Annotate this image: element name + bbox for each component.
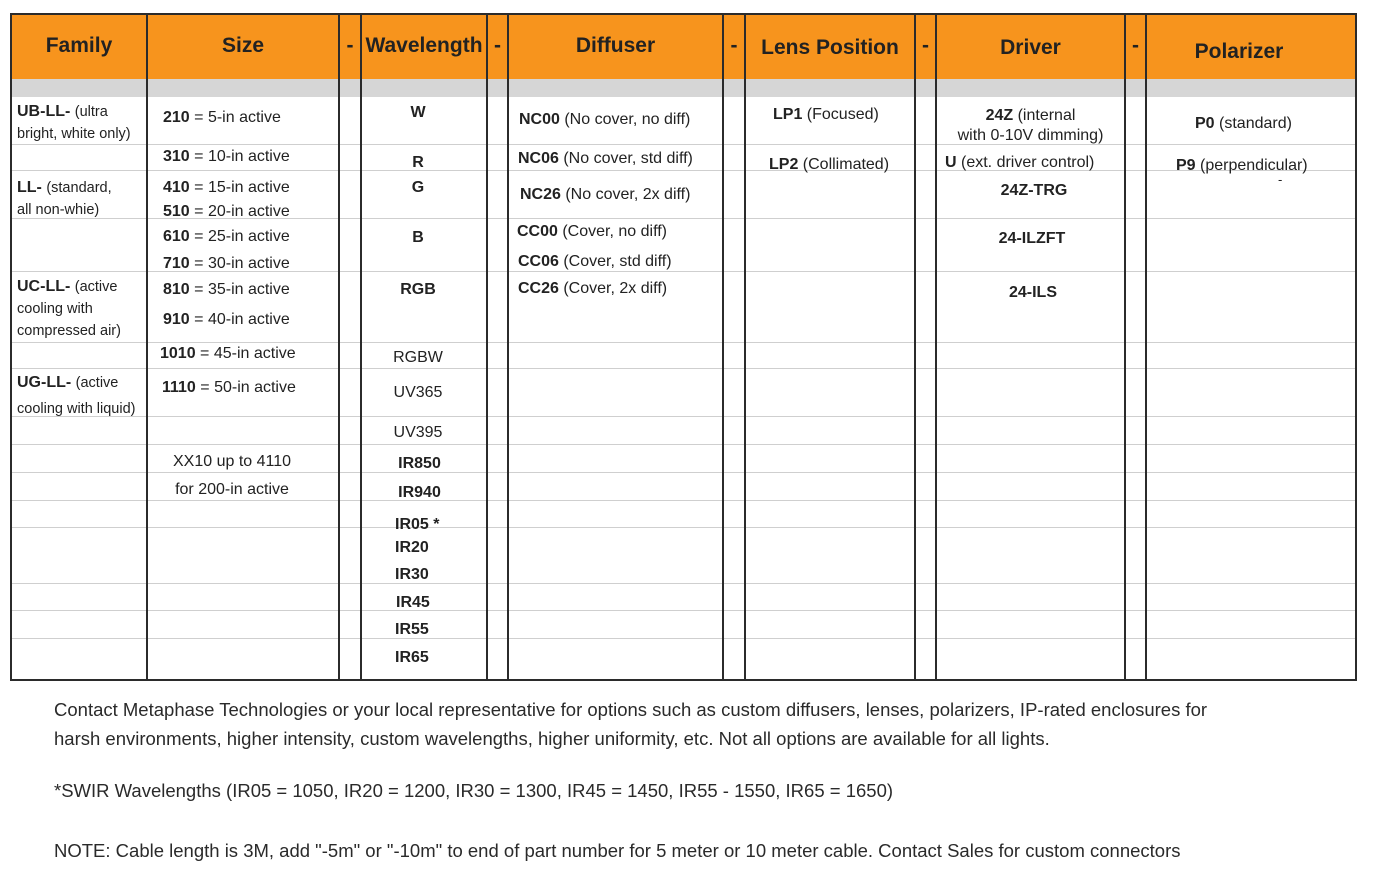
wavelength-item: R — [412, 154, 424, 171]
header-separator: - — [494, 34, 501, 57]
size-code: 610 — [163, 228, 190, 245]
family-desc: cooling with — [17, 301, 93, 317]
size-code: 1010 — [160, 345, 196, 362]
size-desc: = 50-in active — [195, 379, 296, 396]
polarizer-item — [1195, 115, 1292, 133]
family-desc: all non-whie) — [17, 202, 100, 218]
size-item — [162, 379, 296, 397]
header-size: Size — [221, 34, 265, 57]
polarizer-dash: - — [1278, 172, 1283, 187]
size-code: 310 — [163, 148, 190, 165]
lens-position-item — [769, 156, 889, 174]
lens-desc: (Focused) — [802, 106, 879, 123]
cable-note: NOTE: Cable length is 3M, add "-5m" or "-10m" to end of part number for 5 meter or 10 meter cable. Contact Sales for custom connectors — [54, 840, 1181, 861]
polarizer-desc: (standard) — [1214, 115, 1292, 132]
lens-desc: (Collimated) — [798, 156, 890, 173]
diffuser-item — [518, 150, 693, 168]
size-desc: = 10-in active — [189, 148, 290, 165]
driver-desc: (internal — [1013, 107, 1076, 124]
family-code: UB-LL- — [17, 103, 71, 120]
driver-item: 24-ILS — [1008, 284, 1057, 301]
diffuser-desc: (Cover, std diff) — [558, 253, 672, 270]
size-item — [163, 179, 290, 197]
size-item — [163, 148, 290, 166]
wavelength-item: IR55 — [395, 621, 429, 638]
family-desc: (ultra — [74, 104, 108, 120]
header-separator: - — [1132, 34, 1139, 57]
size-note — [148, 448, 316, 504]
size-desc: = 40-in active — [189, 311, 290, 328]
size-code: 810 — [163, 281, 190, 298]
wavelength-item: IR05 * — [395, 516, 440, 533]
polarizer-item — [1176, 157, 1308, 175]
driver-code: U — [945, 154, 957, 171]
driver-desc: with 0-10V dimming) — [957, 127, 1104, 144]
header-family: Family — [45, 34, 113, 57]
wavelength-item: UV365 — [393, 384, 443, 401]
wavelength-item: W — [410, 104, 426, 121]
wavelength-item: IR65 — [395, 649, 429, 666]
wavelength-item: RGB — [400, 281, 436, 298]
family-desc: cooling with liquid) — [17, 401, 136, 417]
wavelength-item: IR20 — [395, 539, 429, 556]
diffuser-desc: (No cover, no diff) — [559, 111, 691, 128]
driver-item — [937, 106, 1124, 146]
size-desc: = 5-in active — [189, 109, 281, 126]
size-code: 410 — [163, 179, 190, 196]
size-code: 510 — [163, 203, 190, 220]
family-code: LL- — [17, 179, 42, 196]
family-desc: bright, white only) — [17, 126, 131, 142]
diffuser-item — [519, 111, 690, 129]
driver-desc: (ext. driver control) — [956, 154, 1095, 171]
diffuser-desc: (Cover, no diff) — [557, 223, 667, 240]
header-diffuser: Diffuser — [575, 34, 656, 57]
header-polarizer: Polarizer — [1194, 40, 1284, 63]
wavelength-item: IR45 — [396, 594, 430, 611]
diffuser-desc: (No cover, 2x diff) — [560, 186, 691, 203]
diffuser-desc: (No cover, std diff) — [558, 150, 693, 167]
size-note-line: XX10 up to 4110 — [172, 453, 292, 470]
driver-item: 24Z-TRG — [1000, 182, 1068, 199]
polarizer-desc: (perpendicular) — [1195, 157, 1308, 174]
polarizer-code: P9 — [1176, 157, 1196, 174]
driver-code: 24Z — [985, 107, 1014, 124]
size-code: 910 — [163, 311, 190, 328]
swir-note: *SWIR Wavelengths (IR05 = 1050, IR20 = 1200, IR30 = 1300, IR45 = 1450, IR55 - 1550, IR65 = 1650) — [54, 780, 894, 801]
contact-note — [54, 695, 1207, 753]
wavelength-item: B — [412, 229, 424, 246]
diffuser-item — [520, 186, 690, 204]
wavelength-item: IR30 — [395, 566, 429, 583]
lens-code: LP1 — [773, 106, 803, 123]
lens-position-item — [773, 106, 879, 124]
driver-item: 24-ILZFT — [998, 230, 1066, 247]
wavelength-item: IR940 — [398, 484, 441, 501]
wavelength-item: IR850 — [398, 455, 441, 472]
wavelength-item: UV395 — [393, 424, 443, 441]
wavelength-item: RGBW — [393, 349, 443, 366]
diffuser-code: NC00 — [519, 111, 560, 128]
contact-note-line: Contact Metaphase Technologies or your local representative for options such as custom diffusers, lenses, polarizers, IP-rated enclosures for — [54, 699, 1208, 720]
wavelength-item: G — [411, 179, 425, 196]
size-code: 710 — [163, 255, 190, 272]
family-item — [17, 276, 121, 342]
header-driver: Driver — [1000, 36, 1061, 59]
family-item — [17, 370, 135, 422]
size-item — [163, 255, 290, 273]
diffuser-desc: (Cover, 2x diff) — [558, 280, 668, 297]
header-wavelength: Wavelength — [365, 34, 483, 57]
size-item — [163, 109, 281, 127]
size-item — [163, 203, 290, 221]
family-item — [17, 101, 131, 145]
family-code: UC-LL- — [17, 278, 71, 295]
size-desc: = 25-in active — [189, 228, 290, 245]
size-code: 1110 — [162, 379, 196, 396]
family-item — [17, 177, 112, 221]
driver-item — [945, 154, 1094, 172]
size-code: 210 — [163, 109, 190, 126]
size-desc: = 15-in active — [189, 179, 290, 196]
family-desc: compressed air) — [17, 323, 121, 339]
diffuser-code: CC26 — [518, 280, 559, 297]
contact-note-line: harsh environments, higher intensity, custom wavelengths, higher uniformity, etc. Not all options are available for all lights. — [54, 728, 1050, 749]
size-item — [163, 311, 290, 329]
header-separator: - — [346, 34, 354, 57]
family-code: UG-LL- — [17, 374, 72, 391]
size-desc: = 20-in active — [189, 203, 290, 220]
header-lens-position: Lens Position — [761, 36, 899, 59]
size-note-line: for 200-in active — [175, 481, 289, 498]
size-desc: = 30-in active — [189, 255, 290, 272]
diffuser-code: NC26 — [520, 186, 561, 203]
header-separator: - — [730, 34, 738, 57]
diffuser-code: CC00 — [517, 223, 558, 240]
size-desc: = 35-in active — [189, 281, 290, 298]
family-desc: (standard, — [46, 180, 112, 196]
size-item — [160, 345, 296, 363]
diffuser-item — [518, 253, 672, 271]
diffuser-item — [517, 223, 667, 241]
diffuser-item — [518, 280, 667, 298]
size-desc: = 45-in active — [195, 345, 296, 362]
size-item — [163, 228, 290, 246]
family-desc: (active — [74, 279, 118, 295]
size-item — [163, 281, 290, 299]
lens-code: LP2 — [769, 156, 799, 173]
family-desc: (active — [75, 375, 119, 391]
diffuser-code: CC06 — [518, 253, 559, 270]
diffuser-code: NC06 — [518, 150, 559, 167]
polarizer-code: P0 — [1195, 115, 1215, 132]
header-separator: - — [922, 34, 929, 57]
